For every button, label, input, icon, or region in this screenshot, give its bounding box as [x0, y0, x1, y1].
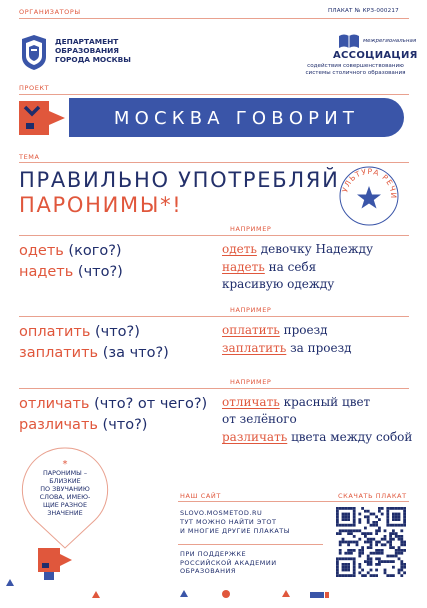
site-desc-line-2: И МНОГИЕ ДРУГИЕ ПЛАКАТЫ [180, 526, 290, 535]
topic-title-line1: ПРАВИЛЬНО УПОТРЕБЛЯЙ [19, 168, 340, 192]
support-line-1: ПРИ ПОДДЕРЖКЕ [180, 550, 247, 558]
project-banner [69, 98, 404, 137]
paronym-1b: надеть (что?) [19, 264, 123, 280]
stamp-text: УЛЬТУРА РЕЧИ [340, 166, 399, 200]
example-label-3: НАПРИМЕР [230, 378, 272, 386]
example-2-line1: оплатить проезд [222, 323, 328, 337]
organizers-label: ОРГАНИЗАТОРЫ [19, 8, 81, 16]
example-3-line1: отличать красный цвет [222, 395, 371, 409]
footnote-line-5: ЩИЕ РАЗНОЕ [42, 501, 88, 509]
example-1-line1: одеть девочку Надежду [222, 242, 374, 256]
footnote-line-6: ЗНАЧЕНИЕ [47, 509, 83, 517]
footnote-text [25, 461, 105, 517]
project-title: МОСКВА ГОВОРИТ [113, 108, 360, 129]
paronym-1a: одеть (кого?) [19, 243, 122, 259]
department-emblem-icon [19, 33, 49, 71]
footer-rule [178, 501, 409, 502]
example-1-line3: красивую одежду [222, 277, 335, 291]
project-label: ПРОЕКТ [19, 84, 50, 92]
footnote-line-3: ПО ЗВУЧАНИЮ [40, 485, 90, 493]
association-sub-line-2: системы столичного образования [305, 70, 406, 76]
pair2-rule [19, 316, 409, 317]
footnote-line-1: ПАРОНИМЫ – [42, 469, 88, 477]
footnote-line-4: СЛОВА, ИМЕЮ- [39, 493, 91, 501]
pair3-rule [19, 388, 409, 389]
paronym-2a: оплатить (что?) [19, 324, 140, 340]
example-label-2: НАПРИМЕР [230, 306, 272, 314]
project-rule [19, 94, 409, 95]
footnote-line-2: БЛИЗКИЕ [49, 477, 81, 485]
support-line-2: РОССИЙСКОЙ АКАДЕМИИ [180, 558, 277, 567]
topic-label: ТЕМА [19, 153, 40, 161]
qr-code[interactable] [336, 507, 406, 577]
paronym-2b: заплатить (за что?) [19, 345, 169, 361]
site-desc-line-1: ТУТ МОЖНО НАЙТИ ЭТОТ [180, 518, 277, 526]
poster-number: ПЛАКАТ № КРЗ-000217 [328, 8, 399, 14]
footnote-star: * [62, 459, 68, 470]
bird-mascot-icon [19, 101, 67, 141]
department-line-2: ОБРАЗОВАНИЯ [55, 46, 120, 55]
support-rule [178, 544, 323, 545]
department-line-1: ДЕПАРТАМЕНТ [55, 37, 119, 46]
association-sub-line-1: содействия совершенствованию [307, 63, 404, 69]
site-description [180, 518, 290, 535]
example-label-1: НАПРИМЕР [230, 225, 272, 233]
header-rule [19, 18, 409, 19]
paronym-3b: различать (что?) [19, 417, 148, 433]
department-logo [19, 33, 49, 71]
department-name [55, 37, 131, 64]
department-line-3: ГОРОДА МОСКВЫ [55, 55, 131, 64]
topic-title-line2: ПАРОНИМЫ*! [19, 193, 183, 217]
paronym-3a: отличать (что? от чего?) [19, 396, 208, 412]
site-url[interactable]: SLOVO.MOSMETOD.RU [180, 509, 263, 517]
topic-rule [19, 162, 409, 163]
example-3-line2: от зелёного [222, 412, 297, 426]
example-3-line3: различать цвета между собой [222, 430, 413, 444]
example-1-line2: надеть на себя [222, 260, 317, 274]
culture-speech-stamp [338, 165, 400, 227]
association-subtitle [298, 63, 413, 77]
pair1-rule [19, 235, 409, 236]
example-2-line2: заплатить за проезд [222, 341, 352, 355]
footnote-bubble [19, 446, 111, 550]
support-text [180, 550, 277, 576]
download-label: СКАЧАТЬ ПЛАКАТ [338, 492, 407, 500]
site-label: НАШ САЙТ [180, 492, 221, 500]
support-line-3: ОБРАЗОВАНИЯ [180, 567, 236, 575]
association-small: межрегиональная [363, 38, 417, 44]
association-title: АССОЦИАЦИЯ [333, 50, 418, 61]
